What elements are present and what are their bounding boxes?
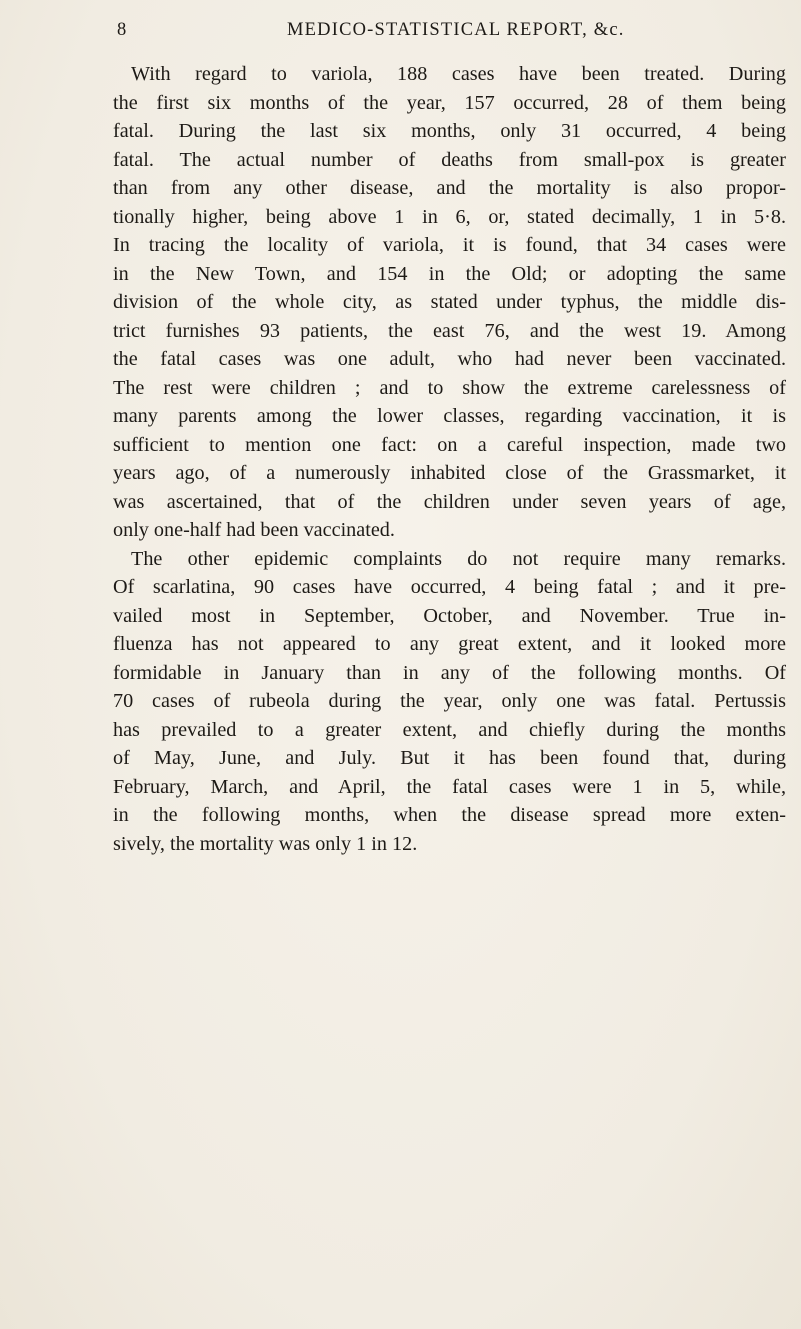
running-head <box>117 20 777 48</box>
text-line: Of scarlatina, 90 cases have occurred, 4 being fatal ; and it pre- <box>113 576 786 598</box>
text-line: vailed most in September, October, and November. True in- <box>113 604 786 627</box>
text-line: has prevailed to a greater extent, and chiefly during the months <box>113 718 786 741</box>
text-line: many parents among the lower classes, regarding vaccination, it is <box>113 405 786 427</box>
text-line: tionally higher, being above 1 in 6, or, stated decimally, 1 in 5·8. <box>113 205 786 228</box>
text-line: in the New Town, and 154 in the Old; or adopting the same <box>113 262 786 285</box>
text-line: The rest were children ; and to show the extreme carelessness of <box>113 376 786 399</box>
page-number: 8 <box>117 20 128 40</box>
text-line: sively, the mortality was only 1 in 12. <box>113 832 418 855</box>
text-line: sufficient to mention one fact: on a careful inspection, made two <box>113 433 786 456</box>
text-line: of May, June, and July. But it has been found that, during <box>113 747 786 769</box>
text-line: trict furnishes 93 patients, the east 76, and the west 19. Among <box>113 319 786 342</box>
text-line: 70 cases of rubeola during the year, only one was fatal. Pertussis <box>113 690 786 712</box>
text-line: the first six months of the year, 157 occurred, 28 of them being <box>113 91 786 114</box>
text-line: February, March, and April, the fatal cases were 1 in 5, while, <box>113 775 786 798</box>
text-line: than from any other disease, and the mortality is also propor- <box>113 177 786 199</box>
text-line: years ago, of a numerously inhabited close of the Grassmarket, it <box>113 462 786 484</box>
text-line: formidable in January than in any of the following months. Of <box>113 661 786 684</box>
text-line: division of the whole city, as stated under typhus, the middle dis- <box>113 291 786 313</box>
text-line: the fatal cases was one adult, who had never been vaccinated. <box>113 348 786 370</box>
text-line: only one-half had been vaccinated. <box>113 519 395 541</box>
text-line: With regard to variola, 188 cases have been treated. During <box>131 63 786 85</box>
text-line: fatal. During the last six months, only 31 occurred, 4 being <box>113 120 786 142</box>
running-title: MEDICO-STATISTICAL REPORT, &c. <box>287 20 625 40</box>
body-text <box>113 60 786 858</box>
text-line: in the following months, when the disease spread more exten- <box>113 804 786 826</box>
text-line: The other epidemic complaints do not require many remarks. <box>131 547 786 570</box>
text-line: fatal. The actual number of deaths from small-pox is greater <box>113 148 786 171</box>
text-line: fluenza has not appeared to any great extent, and it looked more <box>113 633 786 655</box>
text-line: In tracing the locality of variola, it is found, that 34 cases were <box>113 234 786 256</box>
text-line: was ascertained, that of the children under seven years of age, <box>113 490 786 513</box>
